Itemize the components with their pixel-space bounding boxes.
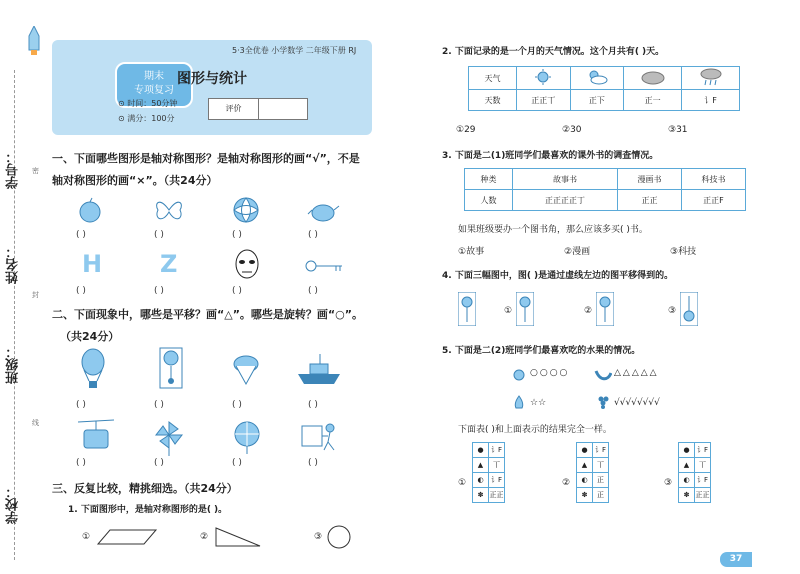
- paren-2[interactable]: ( ): [154, 230, 164, 240]
- eval-label: 评价: [209, 99, 259, 119]
- q3-opt1[interactable]: ①故事: [458, 247, 485, 257]
- rose-original: [458, 292, 476, 330]
- t2-grape: 正: [593, 488, 609, 503]
- q4-opt1[interactable]: ①: [504, 306, 513, 316]
- page-number: 37: [720, 552, 752, 567]
- key-icon: [304, 258, 344, 277]
- paren-15[interactable]: ( ): [232, 458, 242, 468]
- flower-pattern-icon: [232, 196, 260, 228]
- cloudy-icon: [624, 67, 682, 90]
- pushing-box-icon: [300, 420, 340, 458]
- t2-pear-icon: ▲: [577, 458, 593, 473]
- q5-followup: 下面表( )和上面表示的结果完全一样。: [458, 425, 612, 435]
- rain-icon: [682, 67, 740, 90]
- pendulum-clock-icon: [158, 346, 184, 394]
- time-info: ⊙ 时间：50分钟: [118, 99, 178, 108]
- t1-apple-icon: ●: [473, 443, 489, 458]
- books-table: [464, 168, 746, 211]
- t3-apple-icon: ●: [679, 443, 695, 458]
- q5-table3: [678, 442, 711, 503]
- butterfly-icon: [154, 196, 184, 228]
- paren-8[interactable]: ( ): [308, 286, 318, 296]
- t2-apple-icon: ●: [577, 443, 593, 458]
- side-mark-mi: 密: [32, 167, 39, 175]
- side-name-label: 姓名：: [6, 245, 21, 284]
- s3-q1-opt3[interactable]: ③: [314, 532, 323, 542]
- q5-table2: [576, 442, 609, 503]
- tally-sunny: 正正丅: [517, 90, 571, 111]
- section2-title-line2: （共24分）: [60, 330, 120, 343]
- tally-story: 正正正正丁: [513, 190, 618, 211]
- q3-followup: 如果班级要办一个图书角，那么应该多买( )书。: [458, 225, 648, 235]
- triangle-shape: [214, 526, 262, 552]
- tally-cloudy: 正一: [624, 90, 682, 111]
- q5-pear-marks: ☆☆: [530, 398, 547, 408]
- tally-rain: 讠F: [682, 90, 740, 111]
- q4-opt2[interactable]: ②: [584, 306, 593, 316]
- books-header-story: 故事书: [513, 169, 618, 190]
- pear-icon: [512, 394, 526, 414]
- paren-11[interactable]: ( ): [232, 400, 242, 410]
- t2-apple: 讠F: [593, 443, 609, 458]
- ship-icon: [296, 352, 342, 390]
- page-title: 图形与统计: [177, 71, 247, 87]
- tally-sun-cloud: 正下: [570, 90, 624, 111]
- side-school-label: 学校：: [6, 485, 21, 524]
- q5-banana-marks: △△△△△: [614, 368, 659, 378]
- q5-opt1[interactable]: ①: [458, 478, 467, 488]
- t3-pear: 丅: [695, 458, 711, 473]
- parallelogram-shape: [96, 528, 158, 550]
- paren-7[interactable]: ( ): [232, 286, 242, 296]
- s3-q1-text: 1. 下面图形中，是轴对称图形的是( )。: [68, 505, 228, 515]
- t3-banana-icon: ◐: [679, 473, 695, 488]
- t1-pear: 丅: [489, 458, 505, 473]
- eval-box: [208, 98, 308, 120]
- paren-16[interactable]: ( ): [308, 458, 318, 468]
- paren-6[interactable]: ( ): [154, 286, 164, 296]
- apple-icon: [76, 196, 104, 228]
- tally-science: 正正F: [681, 190, 745, 211]
- s3-q1-opt1[interactable]: ①: [82, 532, 91, 542]
- side-class-label: 班级：: [6, 345, 21, 384]
- t1-banana-icon: ◐: [473, 473, 489, 488]
- letter-h-icon: H: [82, 250, 103, 278]
- paren-14[interactable]: ( ): [154, 458, 164, 468]
- weather-table: [468, 66, 740, 111]
- t1-grape-icon: ✽: [473, 488, 489, 503]
- side-number-label: 学号：: [6, 150, 21, 189]
- t1-pear-icon: ▲: [473, 458, 489, 473]
- hot-air-balloon-icon: [80, 348, 106, 394]
- t3-grape: 正正: [695, 488, 711, 503]
- days-row-label: 天数: [469, 90, 517, 111]
- t3-pear-icon: ▲: [679, 458, 695, 473]
- header-tag-line1: 期末: [144, 71, 164, 82]
- rocket-icon: [28, 26, 40, 56]
- paren-1[interactable]: ( ): [76, 230, 86, 240]
- pinwheel-icon: [154, 420, 184, 460]
- t1-grape: 正正: [489, 488, 505, 503]
- q3-text: 3. 下面是二(1)班同学们最喜欢的课外书的调查情况。: [442, 151, 659, 161]
- q2-opt2[interactable]: ②30: [562, 125, 582, 135]
- tally-comic: 正正: [617, 190, 681, 211]
- apple-fruit-icon: [512, 366, 526, 385]
- score-info: ⊙ 满分：100分: [118, 114, 175, 123]
- s3-q1-opt2[interactable]: ②: [200, 532, 209, 542]
- t2-grape-icon: ✽: [577, 488, 593, 503]
- side-mark-xian: 线: [32, 419, 39, 427]
- spinning-top-icon: [232, 350, 260, 390]
- section3-title: 三、反复比较，精挑细选。（共24分）: [52, 482, 238, 495]
- sunny-icon: [517, 67, 571, 90]
- t1-banana: 讠F: [489, 473, 505, 488]
- q5-apple-marks: ○○○○: [530, 368, 570, 378]
- paren-12[interactable]: ( ): [308, 400, 318, 410]
- q2-text: 2. 下面记录的是一个月的天气情况。这个月共有( )天。: [442, 47, 665, 57]
- banana-icon: [594, 366, 612, 385]
- q2-opt3[interactable]: ③31: [668, 125, 688, 135]
- books-header-kind: 种类: [465, 169, 513, 190]
- paren-10[interactable]: ( ): [154, 400, 164, 410]
- grape-icon: [596, 394, 610, 414]
- header-tag-line2: 专项复习: [134, 85, 174, 96]
- q3-opt2[interactable]: ②漫画: [564, 247, 591, 257]
- paren-3[interactable]: ( ): [232, 230, 242, 240]
- section1-title-line1: 一、下面哪些图形是轴对称图形？是轴对称图形的画“√”，不是: [52, 152, 360, 165]
- paren-13[interactable]: ( ): [76, 458, 86, 468]
- q4-text: 4. 下面三幅图中，图( )是通过虚线左边的图平移得到的。: [442, 271, 674, 281]
- cable-car-icon: [78, 418, 114, 456]
- q3-opt3[interactable]: ③科技: [670, 247, 697, 257]
- rose-option3: [680, 292, 698, 330]
- t3-apple: 讠F: [695, 443, 711, 458]
- t3-grape-icon: ✽: [679, 488, 695, 503]
- side-mark-feng: 封: [32, 291, 39, 299]
- q5-opt3[interactable]: ③: [664, 478, 673, 488]
- fan-icon: [232, 420, 262, 460]
- score-text: 满分：100分: [127, 114, 175, 123]
- q4-opt3[interactable]: ③: [668, 306, 677, 316]
- series-line: 5·3全优卷 小学数学 二年级下册 RJ: [232, 46, 357, 55]
- books-row-label: 人数: [465, 190, 513, 211]
- paren-9[interactable]: ( ): [76, 400, 86, 410]
- q2-opt1[interactable]: ①29: [456, 125, 476, 135]
- paren-4[interactable]: ( ): [308, 230, 318, 240]
- t2-pear: 丅: [593, 458, 609, 473]
- t3-banana: 讠F: [695, 473, 711, 488]
- q5-opt2[interactable]: ②: [562, 478, 571, 488]
- section2-title-line1: 二、下面现象中，哪些是平移？画“△”。哪些是旋转？画“○”。: [52, 308, 363, 321]
- t2-banana: 正: [593, 473, 609, 488]
- time-text: 时间：50分钟: [127, 99, 178, 108]
- q5-table1: [472, 442, 505, 503]
- t2-banana-icon: ◐: [577, 473, 593, 488]
- weather-row-label: 天气: [469, 67, 517, 90]
- rose-option1: [516, 292, 534, 330]
- letter-z-icon: Z: [160, 250, 178, 278]
- section1-title-line2: 轴对称图形的画“×”。（共24分）: [52, 174, 218, 187]
- teapot-icon: [306, 198, 340, 228]
- rose-option2: [596, 292, 614, 330]
- books-header-science: 科技书: [681, 169, 745, 190]
- books-header-comic: 漫画书: [617, 169, 681, 190]
- sun-cloud-icon: [570, 67, 624, 90]
- paren-5[interactable]: ( ): [76, 286, 86, 296]
- t1-apple: 讠F: [489, 443, 505, 458]
- circle-shape: [326, 524, 352, 554]
- opera-mask-icon: [234, 248, 260, 284]
- q5-grape-marks: √√√√√√√√: [614, 398, 660, 408]
- q5-text: 5. 下面是二(2)班同学们最喜欢吃的水果的情况。: [442, 346, 641, 356]
